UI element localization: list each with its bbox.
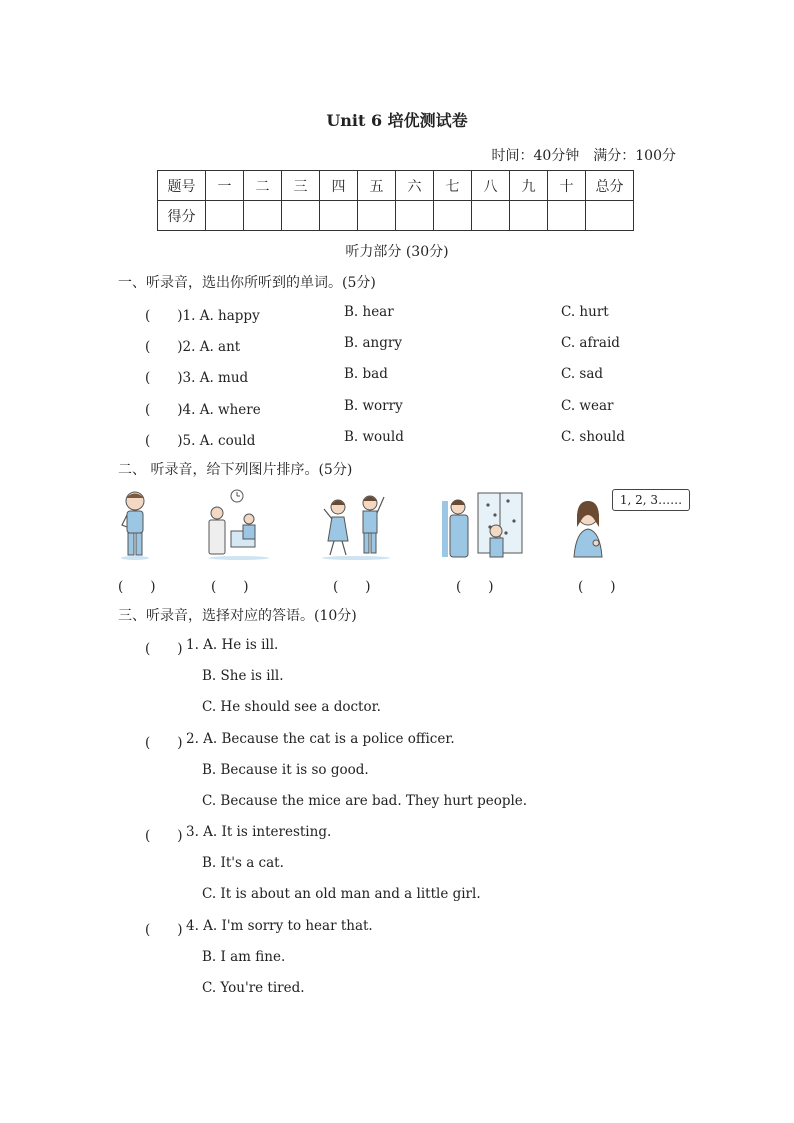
s1-q5-a[interactable]: ( )5. A. could bbox=[145, 433, 256, 449]
score-cell: 七 bbox=[434, 171, 472, 201]
doctor-clock-picture bbox=[203, 487, 273, 563]
score-cell: 九 bbox=[510, 171, 548, 201]
s3-q4-paren[interactable]: ( ) bbox=[145, 922, 183, 938]
s2-blank-3[interactable]: ( ) bbox=[333, 579, 371, 595]
score-table-score-row bbox=[158, 201, 634, 231]
score-blank[interactable] bbox=[206, 201, 244, 231]
score-cell: 题号 bbox=[158, 171, 206, 201]
s3-q4-option-c[interactable]: C. You're tired. bbox=[202, 980, 305, 996]
s2-blank-4[interactable]: ( ) bbox=[456, 579, 494, 595]
listening-title: 听力部分 (30分) bbox=[345, 244, 449, 260]
score-blank[interactable] bbox=[548, 201, 586, 231]
sad-boy-picture bbox=[113, 487, 158, 563]
s3-q2-option-c[interactable]: C. Because the mice are bad. They hurt people. bbox=[202, 793, 528, 809]
s2-blank-5[interactable]: ( ) bbox=[578, 579, 616, 595]
exam-meta: 时间：40分钟 满分：100分 bbox=[491, 148, 676, 164]
section3-title: 三、听录音，选择对应的答语。(10分) bbox=[118, 608, 357, 624]
s3-q2-option-b[interactable]: B. Because it is so good. bbox=[202, 762, 369, 778]
s1-q1-b[interactable]: B. hear bbox=[344, 304, 394, 320]
score-cell: 二 bbox=[244, 171, 282, 201]
s3-q1-option-b[interactable]: B. She is ill. bbox=[202, 668, 284, 684]
s3-q3-option-b[interactable]: B. It's a cat. bbox=[202, 855, 284, 871]
s1-q2-c[interactable]: C. afraid bbox=[561, 335, 620, 351]
score-blank[interactable] bbox=[510, 201, 548, 231]
score-cell: 十 bbox=[548, 171, 586, 201]
score-blank[interactable] bbox=[434, 201, 472, 231]
section2-title: 二、 听录音，给下列图片排序。(5分) bbox=[118, 462, 353, 478]
s1-q4-b[interactable]: B. worry bbox=[344, 398, 403, 414]
score-cell: 总分 bbox=[586, 171, 634, 201]
s1-q3-b[interactable]: B. bad bbox=[344, 366, 388, 382]
s3-q4-option-a[interactable]: 4. A. I'm sorry to hear that. bbox=[186, 918, 373, 934]
s1-q5-c[interactable]: C. should bbox=[561, 429, 625, 445]
s1-q2-a[interactable]: ( )2. A. ant bbox=[145, 339, 241, 355]
window-family-picture bbox=[440, 487, 525, 563]
s2-blank-2[interactable]: ( ) bbox=[211, 579, 249, 595]
score-cell: 一 bbox=[206, 171, 244, 201]
s1-q2-b[interactable]: B. angry bbox=[344, 335, 402, 351]
s1-q3-c[interactable]: C. sad bbox=[561, 366, 604, 382]
page-title: Unit 6 培优测试卷 bbox=[326, 111, 468, 130]
s3-q2-option-a[interactable]: 2. A. Because the cat is a police officer. bbox=[186, 731, 455, 747]
score-table-header-row bbox=[158, 171, 634, 201]
score-blank[interactable] bbox=[244, 201, 282, 231]
s1-q3-a[interactable]: ( )3. A. mud bbox=[145, 370, 249, 386]
s1-q4-a[interactable]: ( )4. A. where bbox=[145, 402, 261, 418]
counting-girl-picture bbox=[566, 487, 616, 563]
score-cell: 得分 bbox=[158, 201, 206, 231]
s3-q2-paren[interactable]: ( ) bbox=[145, 735, 183, 751]
s3-q3-paren[interactable]: ( ) bbox=[145, 828, 183, 844]
score-table bbox=[157, 170, 634, 231]
score-cell: 五 bbox=[358, 171, 396, 201]
s1-q4-c[interactable]: C. wear bbox=[561, 398, 614, 414]
score-blank[interactable] bbox=[320, 201, 358, 231]
score-cell: 八 bbox=[472, 171, 510, 201]
s2-blank-1[interactable]: ( ) bbox=[118, 579, 156, 595]
speech-bubble: 1, 2, 3…… bbox=[612, 489, 690, 511]
s3-q3-option-c[interactable]: C. It is about an old man and a little girl. bbox=[202, 886, 481, 902]
score-blank[interactable] bbox=[282, 201, 320, 231]
s3-q1-option-a[interactable]: 1. A. He is ill. bbox=[186, 637, 279, 653]
s1-q1-a[interactable]: ( )1. A. happy bbox=[145, 308, 260, 324]
s3-q1-paren[interactable]: ( ) bbox=[145, 641, 183, 657]
s3-q3-option-a[interactable]: 3. A. It is interesting. bbox=[186, 824, 332, 840]
score-cell: 四 bbox=[320, 171, 358, 201]
two-kids-exercise-picture bbox=[318, 487, 393, 563]
score-cell: 三 bbox=[282, 171, 320, 201]
s1-q1-c[interactable]: C. hurt bbox=[561, 304, 609, 320]
s1-q5-b[interactable]: B. would bbox=[344, 429, 404, 445]
score-blank[interactable] bbox=[358, 201, 396, 231]
s3-q4-option-b[interactable]: B. I am fine. bbox=[202, 949, 286, 965]
score-cell: 六 bbox=[396, 171, 434, 201]
score-blank[interactable] bbox=[586, 201, 634, 231]
section1-title: 一、听录音，选出你所听到的单词。(5分) bbox=[118, 275, 376, 291]
score-blank[interactable] bbox=[396, 201, 434, 231]
s3-q1-option-c[interactable]: C. He should see a doctor. bbox=[202, 699, 381, 715]
score-blank[interactable] bbox=[472, 201, 510, 231]
